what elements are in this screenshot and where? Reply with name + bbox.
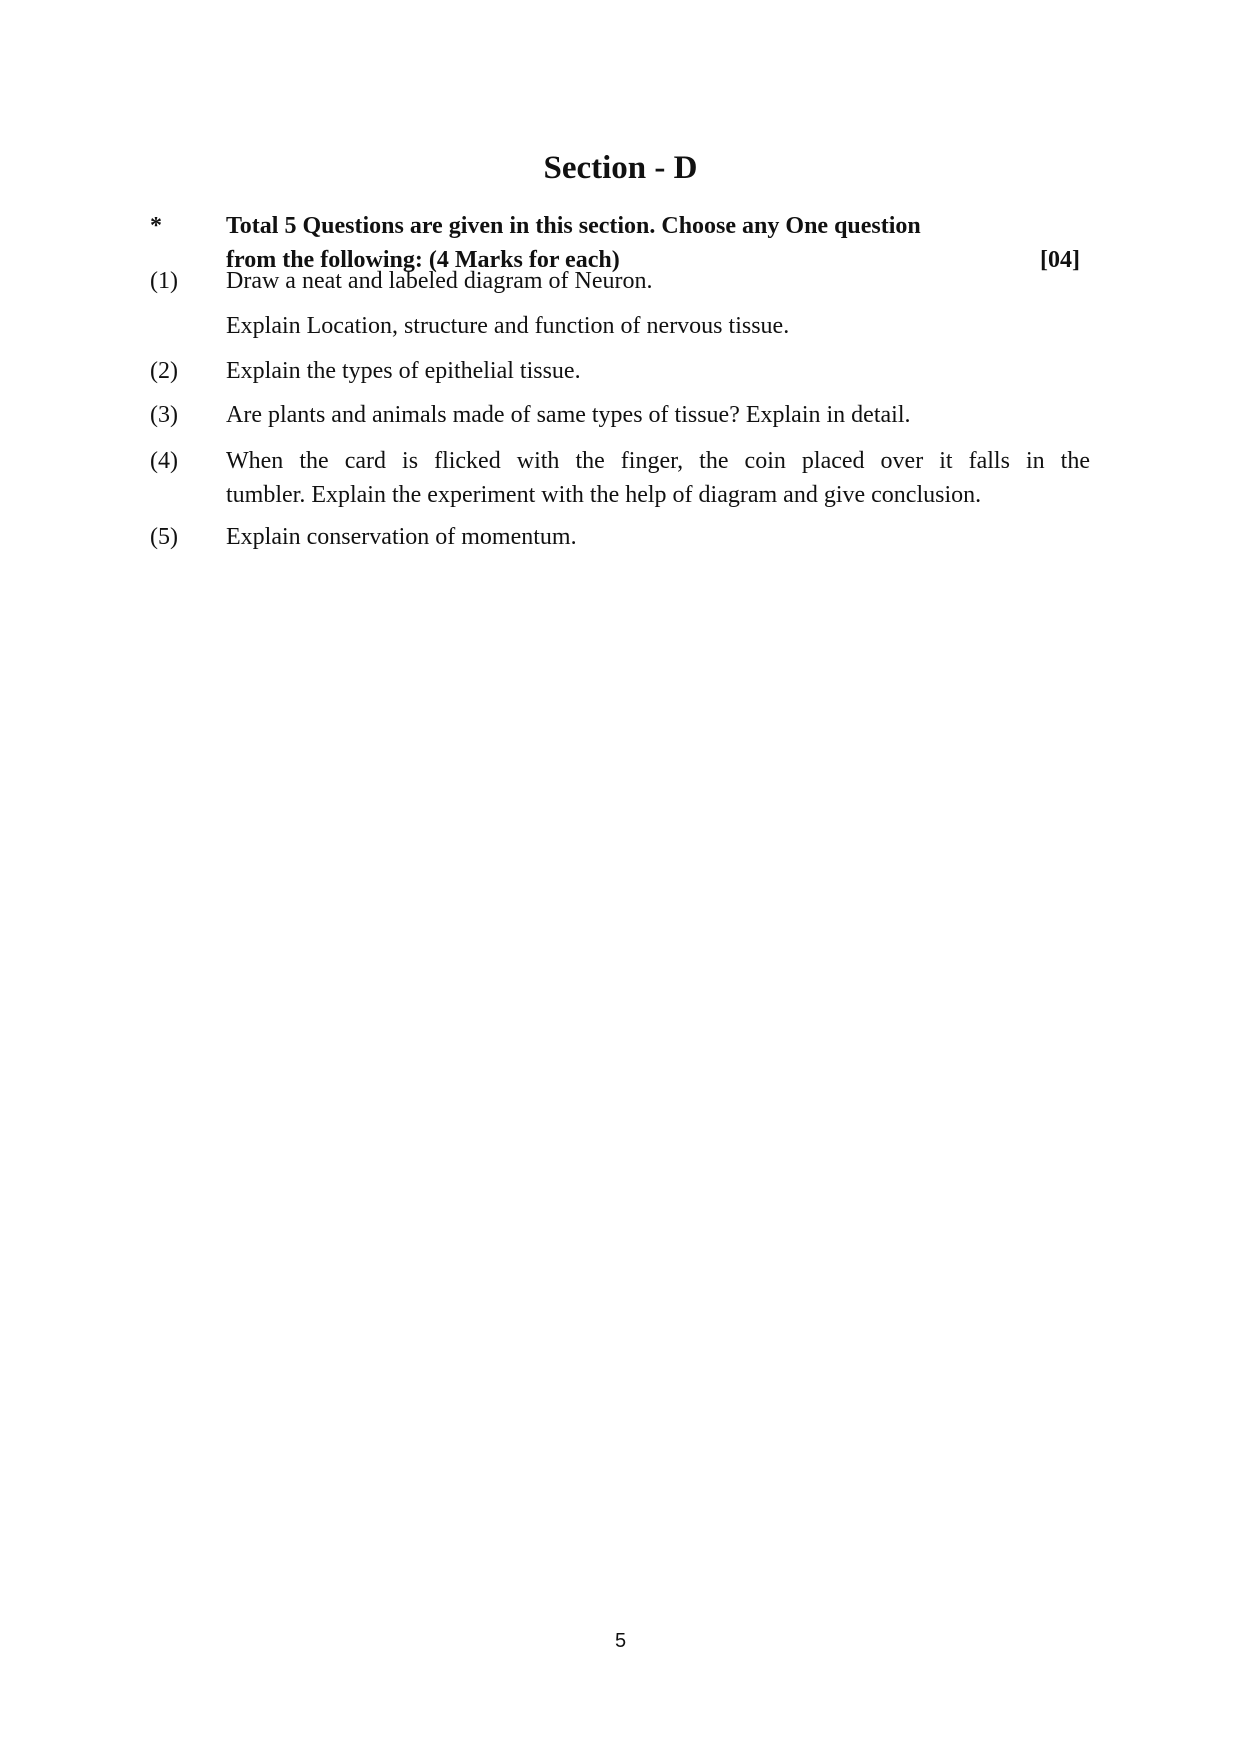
question-text-line-1: When the card is flicked with the finger, the coin placed over it falls in the [226, 448, 1090, 474]
question-text: Are plants and animals made of same types of tissue? Explain in detail. [226, 402, 911, 428]
instruction-line-2: from the following: (4 Marks for each) [226, 247, 620, 273]
instruction-line-1: Total 5 Questions are given in this section. Choose any One question [226, 213, 921, 239]
page-number: 5 [614, 1630, 627, 1652]
question-text [226, 444, 1090, 512]
question-text: Explain the types of epithelial tissue. [226, 358, 581, 384]
question-number: (3) [150, 402, 178, 428]
question-number: (2) [150, 358, 178, 384]
question-text: Explain conservation of momentum. [226, 524, 577, 550]
question-1-subtext: Explain Location, structure and function of nervous tissue. [226, 313, 790, 339]
question-number: (4) [150, 448, 178, 474]
question-number: (5) [150, 524, 178, 550]
question-text: Draw a neat and labeled diagram of Neuron. [226, 268, 653, 294]
question-text-line-2: tumbler. Explain the experiment with the help of diagram and give conclusion. [226, 482, 982, 508]
section-title: Section - D [543, 150, 698, 186]
question-number: (1) [150, 268, 178, 294]
instruction-bullet: * [150, 213, 162, 239]
marks-label: [04] [1040, 247, 1080, 273]
